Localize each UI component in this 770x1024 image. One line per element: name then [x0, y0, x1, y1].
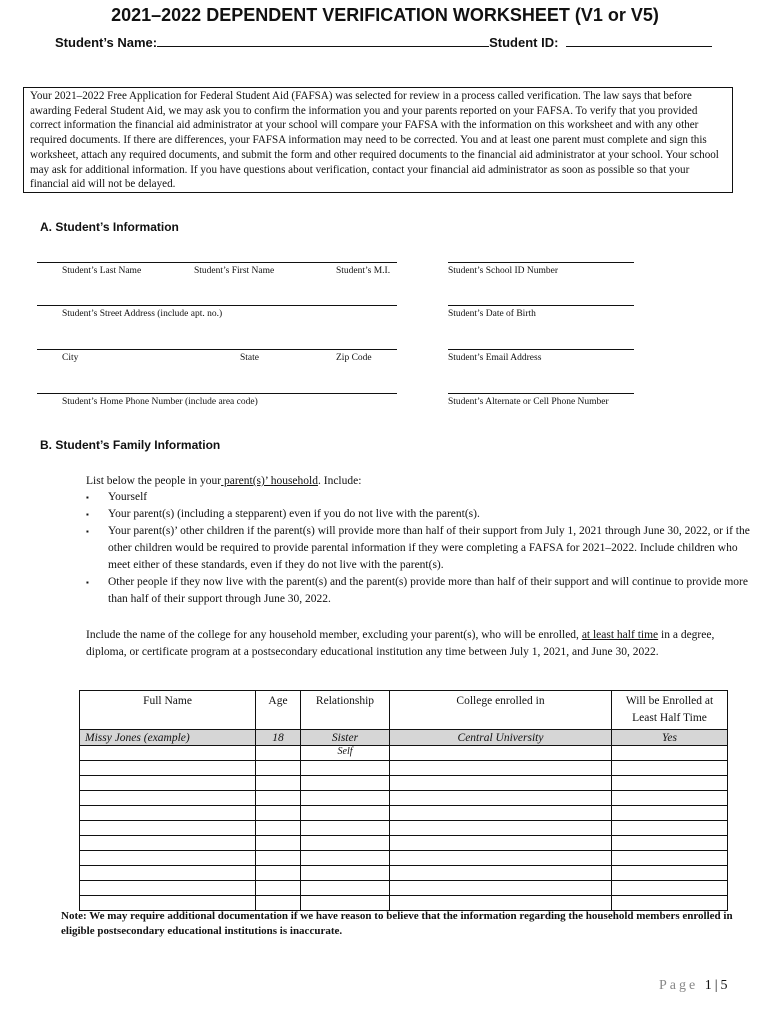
example-relationship: Sister: [301, 730, 390, 746]
relationship-cell[interactable]: [301, 806, 390, 821]
example-half-time: Yes: [612, 730, 728, 746]
home-phone-field-line[interactable]: [37, 393, 397, 394]
list-item-text: Other people if they now live with the parent(s) and the parent(s) provide more than half of their support and will continue to provide more than half of their support through June 30, 2022.: [108, 576, 748, 605]
college-cell[interactable]: [390, 836, 612, 851]
page-number: Page 1|5: [659, 978, 731, 993]
alt-phone-label: Student’s Alternate or Cell Phone Number: [448, 397, 609, 407]
col-header-full-name: Full Name: [80, 691, 256, 730]
household-criteria-list: [86, 489, 751, 608]
table-row: [80, 836, 728, 851]
college-cell[interactable]: [390, 806, 612, 821]
relationship-cell[interactable]: [301, 791, 390, 806]
half-time-cell[interactable]: [612, 836, 728, 851]
half-time-cell[interactable]: [612, 761, 728, 776]
table-row: [80, 881, 728, 896]
name-cell[interactable]: [80, 776, 256, 791]
student-header-line: [55, 34, 712, 50]
col-header-half-time: Will be Enrolled at Least Half Time: [612, 691, 728, 730]
student-id-field[interactable]: [566, 34, 712, 47]
intro-box: Your 2021–2022 Free Application for Federal Student Aid (FAFSA) was selected for review in a process called verification. The law says that before awarding Federal Student Aid, we may ask you to confirm the information you and your parents reported on your FAFSA. To verify that you provided correct information the financial aid administrator at your school will compare your FAFSA with the information on this worksheet and with any other required documents. If there are differences, your FAFSA information may need to be corrected. You and at least one parent must complete and sign this worksheet, attach any required documents, and submit the form and other required documents to the financial aid administrator at your school. Your school may ask for additional information. If you have questions about verification, contact your financial aid administrator as soon as possible so that your financial aid will not be delayed.: [23, 87, 733, 193]
name-cell[interactable]: [80, 746, 256, 761]
college-cell[interactable]: [390, 851, 612, 866]
name-cell[interactable]: [80, 836, 256, 851]
example-age: 18: [256, 730, 301, 746]
relationship-cell[interactable]: [301, 821, 390, 836]
student-name-field[interactable]: [157, 34, 489, 47]
student-id-label: Student ID:: [489, 35, 559, 50]
age-cell[interactable]: [256, 776, 301, 791]
page-title: 2021–2022 DEPENDENT VERIFICATION WORKSHEET (V1 or V5): [111, 5, 659, 25]
age-cell[interactable]: [256, 761, 301, 776]
half-time-cell[interactable]: [612, 866, 728, 881]
half-time-cell[interactable]: [612, 821, 728, 836]
relationship-cell[interactable]: [301, 866, 390, 881]
city-state-zip-field-line[interactable]: [37, 349, 397, 350]
table-row: [80, 776, 728, 791]
page-word: Page: [659, 978, 699, 993]
name-cell[interactable]: [80, 791, 256, 806]
relationship-cell[interactable]: [301, 761, 390, 776]
bullet-icon: ▪: [86, 510, 89, 519]
bullet-icon: ▪: [86, 493, 89, 502]
list-item: [86, 574, 751, 608]
bullet-icon: ▪: [86, 527, 89, 536]
age-cell[interactable]: [256, 866, 301, 881]
college-cell[interactable]: [390, 761, 612, 776]
age-cell[interactable]: [256, 851, 301, 866]
half-time-cell[interactable]: [612, 746, 728, 761]
page-current: 1: [704, 978, 715, 993]
relationship-cell[interactable]: [301, 851, 390, 866]
home-phone-label: Student’s Home Phone Number (include area code): [62, 397, 258, 407]
college-cell[interactable]: [390, 881, 612, 896]
half-time-cell[interactable]: [612, 851, 728, 866]
family-intro-before: List below the people in your: [86, 475, 222, 487]
bullet-icon: ▪: [86, 578, 89, 587]
college-text-before: Include the name of the college for any household member, excluding your parent(s), who will be enrolled,: [86, 629, 579, 641]
zip-label: Zip Code: [336, 353, 372, 363]
col-header-age: Age: [256, 691, 301, 730]
name-cell[interactable]: [80, 881, 256, 896]
school-id-field-line[interactable]: [448, 262, 634, 263]
age-cell[interactable]: [256, 746, 301, 761]
college-cell[interactable]: [390, 791, 612, 806]
name-cell[interactable]: [80, 821, 256, 836]
street-label: Student’s Street Address (include apt. no.): [62, 309, 223, 319]
half-time-term: at least half time: [581, 629, 659, 641]
section-b-heading: B. Student’s Family Information: [40, 438, 221, 452]
relationship-cell-self: Self: [301, 746, 390, 761]
family-intro-after: . Include:: [317, 475, 362, 487]
college-cell[interactable]: [390, 746, 612, 761]
half-time-cell[interactable]: [612, 776, 728, 791]
college-instructions: [86, 627, 746, 661]
age-cell[interactable]: [256, 836, 301, 851]
relationship-cell[interactable]: [301, 836, 390, 851]
age-cell[interactable]: [256, 881, 301, 896]
age-cell[interactable]: [256, 791, 301, 806]
dob-field-line[interactable]: [448, 305, 634, 306]
col-header-college: College enrolled in: [390, 691, 612, 730]
name-cell[interactable]: [80, 806, 256, 821]
table-row: [80, 851, 728, 866]
name-cell[interactable]: [80, 851, 256, 866]
half-time-cell[interactable]: [612, 881, 728, 896]
name-cell[interactable]: [80, 761, 256, 776]
family-intro: [86, 473, 361, 491]
section-a-heading: A. Student’s Information: [40, 220, 179, 234]
list-item-text: Yourself: [108, 491, 148, 503]
example-college: Central University: [390, 730, 612, 746]
college-text-after: in a degree, diploma, or certificate program at a postsecondary educational institution any time between July 1, 2021, and June 30, 2022.: [86, 629, 715, 658]
list-item-text: Your parent(s) (including a stepparent) even if you do not live with the parent(s).: [108, 508, 480, 520]
mi-label: Student’s M.I.: [336, 266, 391, 276]
table-header-row: [80, 691, 728, 730]
last-name-label: Student’s Last Name: [62, 266, 142, 276]
email-label: Student’s Email Address: [448, 353, 542, 363]
college-cell[interactable]: [390, 776, 612, 791]
table-row: [80, 866, 728, 881]
school-id-label: Student’s School ID Number: [448, 266, 559, 276]
student-name-label: Student’s Name:: [55, 35, 158, 50]
table-row: [80, 821, 728, 836]
table-row: [80, 746, 728, 761]
table-row: [80, 791, 728, 806]
city-label: City: [62, 353, 79, 363]
age-cell[interactable]: [256, 806, 301, 821]
page-total: 5: [720, 978, 731, 993]
example-row: [80, 730, 728, 746]
documentation-note: Note: We may require additional documentation if we have reason to believe that the information regarding the household members enrolled in eligible postsecondary educational institutions is inaccurate.: [61, 910, 733, 937]
college-cell[interactable]: [390, 866, 612, 881]
name-cell[interactable]: [80, 866, 256, 881]
dob-label: Student’s Date of Birth: [448, 309, 536, 319]
age-cell[interactable]: [256, 821, 301, 836]
table-row: [80, 761, 728, 776]
list-item: [86, 506, 751, 523]
household-table: [79, 690, 728, 911]
college-cell[interactable]: [390, 821, 612, 836]
relationship-cell[interactable]: [301, 881, 390, 896]
parents-household-term: parent(s)’ household: [221, 475, 318, 487]
list-item: [86, 523, 751, 574]
example-name: Missy Jones (example): [80, 730, 256, 746]
col-header-relationship: Relationship: [301, 691, 390, 730]
half-time-cell[interactable]: [612, 791, 728, 806]
first-name-label: Student’s First Name: [194, 266, 275, 276]
street-field-line[interactable]: [37, 305, 397, 306]
email-field-line[interactable]: [448, 349, 634, 350]
table-row: [80, 806, 728, 821]
relationship-cell[interactable]: [301, 776, 390, 791]
state-label: State: [240, 353, 259, 363]
name-field-line[interactable]: [37, 262, 397, 263]
list-item: [86, 489, 751, 506]
list-item-text: Your parent(s)’ other children if the parent(s) will provide more than half of their support from July 1, 2021 through June 30, 2022, or if the other children would be required to provide parental information if they were completing a FAFSA for 2021–2022. Include children who meet either of these standards, even if they do not live with the parent(s).: [108, 525, 750, 571]
alt-phone-field-line[interactable]: [448, 393, 634, 394]
half-time-cell[interactable]: [612, 806, 728, 821]
